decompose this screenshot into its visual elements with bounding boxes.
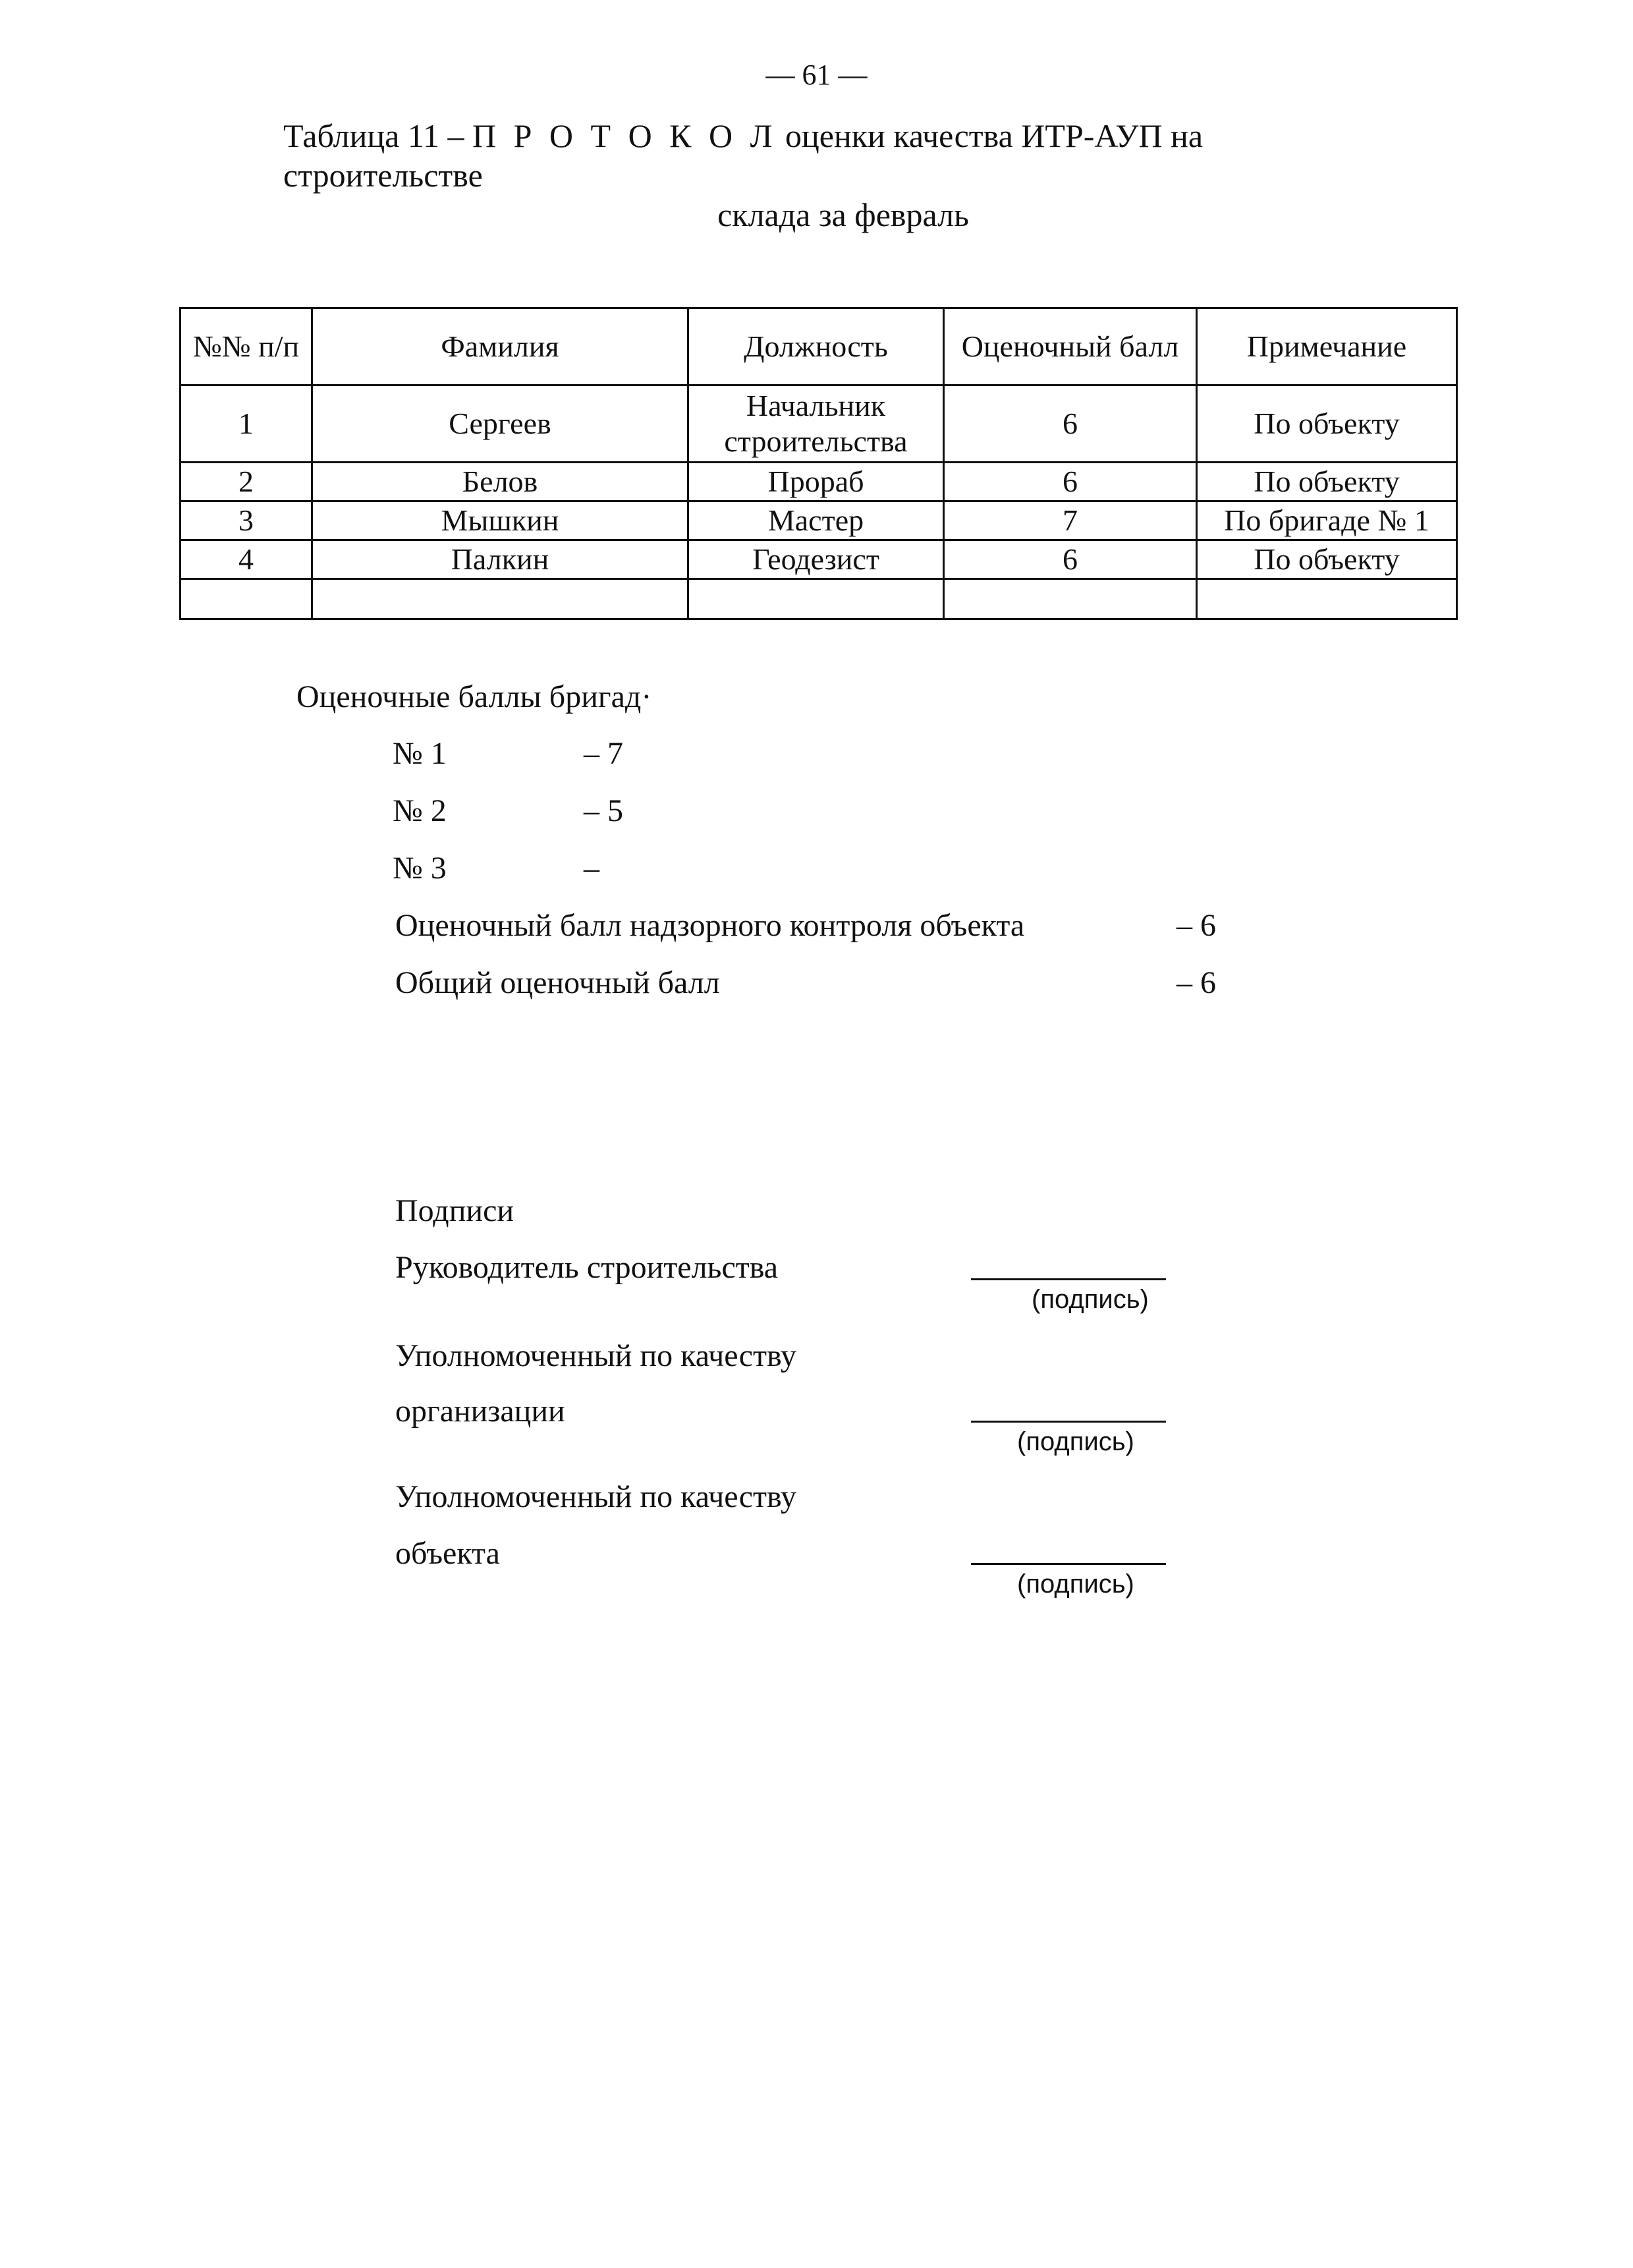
table-cell: Геодезист	[688, 540, 944, 579]
table-cell	[180, 579, 312, 619]
signature-line	[971, 1278, 1166, 1280]
signature-caption: (подпись)	[1017, 1427, 1134, 1456]
page-title	[283, 116, 1364, 235]
table-cell: 4	[180, 540, 312, 579]
table-cell: Начальник строительства	[688, 385, 944, 463]
table-cell: Прораб	[688, 463, 944, 501]
header-cell-surname: Фамилия	[312, 308, 688, 385]
brigade-scores-title: Оценочные баллы бригад·	[296, 679, 652, 714]
header-cell-score: Оценочный балл	[944, 308, 1197, 385]
table-cell: 3	[180, 501, 312, 540]
signature-role-cont: объекта	[395, 1536, 500, 1571]
table-cell: 6	[944, 385, 1197, 463]
signature-line	[971, 1563, 1166, 1565]
table-cell	[688, 579, 944, 619]
table-cell: По объекту	[1197, 463, 1457, 501]
title-line2: склада за февраль	[717, 196, 969, 233]
table-cell: 2	[180, 463, 312, 501]
brigade-value: – 5	[584, 793, 623, 828]
signature-role: Руководитель строительства	[395, 1250, 779, 1285]
supervision-score-value: – 6	[1176, 908, 1216, 943]
signature-role: Уполномоченный по качеству	[395, 1338, 797, 1373]
table-cell: По объекту	[1197, 540, 1457, 579]
header-cell-position: Должность	[688, 308, 944, 385]
header-cell-note: Примечание	[1197, 308, 1457, 385]
signatures-title: Подписи	[395, 1193, 514, 1228]
table-row	[180, 501, 1457, 540]
page-number: — 61 —	[765, 59, 868, 91]
signature-role-cont: организации	[395, 1394, 565, 1429]
table-cell: Мышкин	[312, 501, 688, 540]
table-cell: Палкин	[312, 540, 688, 579]
table-cell: Сергеев	[312, 385, 688, 463]
table-cell: 6	[944, 463, 1197, 501]
table-row-empty	[180, 579, 1457, 619]
signature-caption: (подпись)	[1032, 1285, 1149, 1314]
signature-role: Уполномоченный по качеству	[395, 1479, 797, 1514]
title-rest: оценки качества ИТР-АУП на строительстве	[283, 117, 1204, 194]
header-cell-number: №№ п/п	[180, 308, 312, 385]
table-cell: 1	[180, 385, 312, 463]
table-cell: По бригаде № 1	[1197, 501, 1457, 540]
table-row	[180, 463, 1457, 501]
table-row	[180, 385, 1457, 463]
signature-caption: (подпись)	[1017, 1570, 1134, 1599]
protocol-table	[179, 307, 1458, 620]
total-score-value: – 6	[1176, 965, 1216, 1000]
table-cell: По объекту	[1197, 385, 1457, 463]
supervision-score-label: Оценочный балл надзорного контроля объекта	[395, 908, 1025, 943]
table-cell: 7	[944, 501, 1197, 540]
table-cell: Белов	[312, 463, 688, 501]
table-cell	[1197, 579, 1457, 619]
table-cell	[944, 579, 1197, 619]
table-header-row	[180, 308, 1457, 385]
brigade-value: – 7	[584, 736, 623, 771]
brigade-label: № 3	[393, 851, 447, 886]
brigade-label: № 2	[393, 793, 447, 828]
total-score-label: Общий оценочный балл	[395, 965, 720, 1000]
table-cell: 6	[944, 540, 1197, 579]
table-row	[180, 540, 1457, 579]
title-prefix: Таблица 11 –	[283, 117, 472, 154]
brigade-label: № 1	[393, 736, 447, 771]
table-cell: Мастер	[688, 501, 944, 540]
title-spaced-word: П Р О Т О К О Л	[472, 117, 777, 154]
signature-line	[971, 1421, 1166, 1423]
brigade-value: –	[584, 851, 599, 886]
table-cell	[312, 579, 688, 619]
